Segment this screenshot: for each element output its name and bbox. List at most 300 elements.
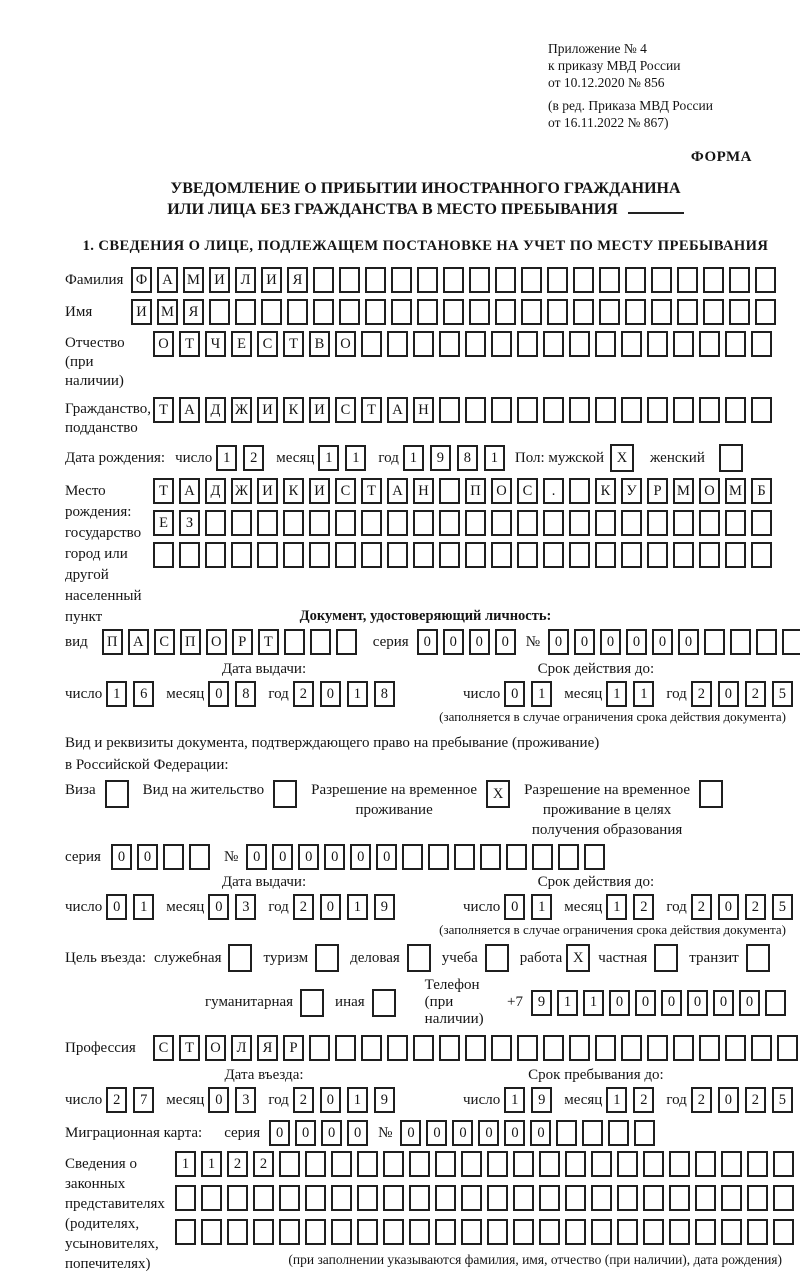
char-box[interactable] bbox=[669, 1151, 690, 1177]
char-box[interactable] bbox=[651, 267, 672, 293]
char-box[interactable]: П bbox=[465, 478, 486, 504]
char-box[interactable] bbox=[339, 299, 360, 325]
char-box[interactable]: 0 bbox=[137, 844, 158, 870]
char-box[interactable] bbox=[491, 1035, 512, 1061]
char-box[interactable] bbox=[435, 1185, 456, 1211]
char-box[interactable] bbox=[402, 844, 423, 870]
char-box[interactable] bbox=[517, 510, 538, 536]
char-box[interactable] bbox=[469, 299, 490, 325]
char-box[interactable]: С bbox=[153, 1035, 174, 1061]
char-box[interactable] bbox=[521, 299, 542, 325]
char-box[interactable] bbox=[495, 299, 516, 325]
char-box[interactable] bbox=[339, 267, 360, 293]
char-box[interactable]: 2 bbox=[243, 445, 264, 471]
char-box[interactable] bbox=[439, 510, 460, 536]
char-box[interactable] bbox=[617, 1185, 638, 1211]
char-box[interactable]: И bbox=[261, 267, 282, 293]
char-box[interactable]: 1 bbox=[606, 681, 627, 707]
char-box[interactable]: 0 bbox=[718, 1087, 739, 1113]
char-box[interactable]: К bbox=[283, 478, 304, 504]
char-box[interactable]: 1 bbox=[175, 1151, 196, 1177]
char-box[interactable]: 1 bbox=[531, 681, 552, 707]
char-box[interactable]: Д bbox=[205, 397, 226, 423]
char-box[interactable]: И bbox=[309, 478, 330, 504]
char-box[interactable] bbox=[725, 1035, 746, 1061]
char-box[interactable]: 2 bbox=[253, 1151, 274, 1177]
char-box[interactable]: Ж bbox=[231, 397, 252, 423]
char-box[interactable] bbox=[756, 629, 777, 655]
char-box[interactable] bbox=[201, 1185, 222, 1211]
char-box[interactable] bbox=[413, 1035, 434, 1061]
char-box[interactable] bbox=[454, 844, 475, 870]
char-box[interactable] bbox=[751, 510, 772, 536]
char-box[interactable]: 0 bbox=[443, 629, 464, 655]
char-box[interactable]: Д bbox=[205, 478, 226, 504]
char-box[interactable] bbox=[565, 1185, 586, 1211]
char-box[interactable] bbox=[417, 299, 438, 325]
char-box[interactable] bbox=[465, 542, 486, 568]
char-box[interactable] bbox=[695, 1219, 716, 1245]
char-box[interactable] bbox=[365, 267, 386, 293]
char-box[interactable]: Ж bbox=[231, 478, 252, 504]
char-box[interactable] bbox=[491, 331, 512, 357]
char-box[interactable] bbox=[365, 299, 386, 325]
char-box[interactable] bbox=[231, 542, 252, 568]
char-box[interactable]: 0 bbox=[739, 990, 760, 1016]
char-box[interactable] bbox=[443, 267, 464, 293]
char-box[interactable] bbox=[543, 542, 564, 568]
char-box[interactable] bbox=[361, 510, 382, 536]
char-box[interactable]: 8 bbox=[374, 681, 395, 707]
char-box[interactable]: В bbox=[309, 331, 330, 357]
char-box[interactable]: Н bbox=[413, 478, 434, 504]
char-box[interactable] bbox=[699, 331, 720, 357]
char-box[interactable]: 1 bbox=[583, 990, 604, 1016]
char-box[interactable]: О bbox=[205, 1035, 226, 1061]
char-box[interactable]: А bbox=[387, 397, 408, 423]
char-box[interactable] bbox=[595, 542, 616, 568]
char-box[interactable] bbox=[331, 1219, 352, 1245]
char-box[interactable] bbox=[621, 510, 642, 536]
char-box[interactable] bbox=[643, 1151, 664, 1177]
char-box[interactable]: 2 bbox=[227, 1151, 248, 1177]
char-box[interactable] bbox=[595, 397, 616, 423]
char-box[interactable] bbox=[506, 844, 527, 870]
char-box[interactable] bbox=[669, 1185, 690, 1211]
char-box[interactable] bbox=[751, 397, 772, 423]
char-box[interactable] bbox=[305, 1151, 326, 1177]
char-box[interactable]: 0 bbox=[320, 894, 341, 920]
char-box[interactable] bbox=[643, 1185, 664, 1211]
char-box[interactable] bbox=[729, 299, 750, 325]
char-box[interactable]: 0 bbox=[678, 629, 699, 655]
char-box[interactable]: О bbox=[335, 331, 356, 357]
char-box[interactable] bbox=[361, 1035, 382, 1061]
char-box[interactable] bbox=[409, 1151, 430, 1177]
char-box[interactable] bbox=[480, 844, 501, 870]
char-box[interactable]: 2 bbox=[293, 1087, 314, 1113]
char-box[interactable] bbox=[465, 510, 486, 536]
char-box[interactable] bbox=[517, 1035, 538, 1061]
char-box[interactable]: 1 bbox=[606, 894, 627, 920]
char-box[interactable]: О bbox=[699, 478, 720, 504]
char-box[interactable]: 2 bbox=[691, 894, 712, 920]
char-box[interactable] bbox=[625, 299, 646, 325]
char-box[interactable] bbox=[443, 299, 464, 325]
char-box[interactable] bbox=[725, 542, 746, 568]
char-box[interactable] bbox=[513, 1185, 534, 1211]
char-box[interactable] bbox=[469, 267, 490, 293]
char-box[interactable] bbox=[310, 629, 331, 655]
char-box[interactable]: 0 bbox=[106, 894, 127, 920]
char-box[interactable] bbox=[461, 1219, 482, 1245]
char-box[interactable]: 9 bbox=[374, 1087, 395, 1113]
char-box[interactable]: 0 bbox=[272, 844, 293, 870]
char-box[interactable]: 2 bbox=[691, 681, 712, 707]
char-box[interactable]: 0 bbox=[713, 990, 734, 1016]
char-box[interactable] bbox=[163, 844, 184, 870]
char-box[interactable]: 5 bbox=[772, 894, 793, 920]
char-box[interactable] bbox=[721, 1185, 742, 1211]
char-box[interactable]: 7 bbox=[133, 1087, 154, 1113]
char-box[interactable]: 5 bbox=[772, 681, 793, 707]
char-box[interactable] bbox=[439, 331, 460, 357]
char-box[interactable] bbox=[435, 1219, 456, 1245]
char-box[interactable]: 1 bbox=[347, 894, 368, 920]
char-box[interactable]: А bbox=[179, 397, 200, 423]
char-box[interactable] bbox=[547, 267, 568, 293]
char-box[interactable]: О bbox=[153, 331, 174, 357]
char-box[interactable] bbox=[673, 542, 694, 568]
char-box[interactable]: М bbox=[673, 478, 694, 504]
char-box[interactable] bbox=[673, 331, 694, 357]
char-box[interactable]: 2 bbox=[293, 894, 314, 920]
char-box[interactable]: 9 bbox=[374, 894, 395, 920]
char-box[interactable]: 0 bbox=[469, 629, 490, 655]
char-box[interactable]: 0 bbox=[417, 629, 438, 655]
char-box[interactable] bbox=[595, 331, 616, 357]
char-box[interactable] bbox=[647, 1035, 668, 1061]
char-box[interactable]: Я bbox=[257, 1035, 278, 1061]
char-box[interactable] bbox=[409, 1185, 430, 1211]
char-box[interactable]: 0 bbox=[208, 894, 229, 920]
char-box[interactable] bbox=[309, 542, 330, 568]
char-box[interactable] bbox=[391, 267, 412, 293]
char-box[interactable] bbox=[465, 1035, 486, 1061]
char-box[interactable] bbox=[703, 299, 724, 325]
char-box[interactable]: И bbox=[131, 299, 152, 325]
char-box[interactable]: 0 bbox=[269, 1120, 290, 1146]
char-box[interactable]: З bbox=[179, 510, 200, 536]
char-box[interactable]: Т bbox=[153, 397, 174, 423]
char-box[interactable] bbox=[491, 397, 512, 423]
char-box[interactable]: П bbox=[180, 629, 201, 655]
char-box[interactable] bbox=[179, 542, 200, 568]
char-box[interactable]: Т bbox=[179, 1035, 200, 1061]
char-box[interactable]: 1 bbox=[557, 990, 578, 1016]
purpose-private-checkbox[interactable] bbox=[654, 944, 678, 972]
char-box[interactable] bbox=[205, 510, 226, 536]
char-box[interactable] bbox=[357, 1219, 378, 1245]
char-box[interactable]: 2 bbox=[745, 894, 766, 920]
char-box[interactable] bbox=[153, 542, 174, 568]
char-box[interactable] bbox=[383, 1151, 404, 1177]
char-box[interactable] bbox=[721, 1151, 742, 1177]
char-box[interactable] bbox=[413, 510, 434, 536]
char-box[interactable]: 1 bbox=[403, 445, 424, 471]
char-box[interactable] bbox=[253, 1219, 274, 1245]
char-box[interactable] bbox=[391, 299, 412, 325]
char-box[interactable] bbox=[539, 1185, 560, 1211]
char-box[interactable] bbox=[569, 1035, 590, 1061]
char-box[interactable]: 0 bbox=[400, 1120, 421, 1146]
temp-residence-checkbox[interactable]: X bbox=[486, 780, 510, 808]
char-box[interactable] bbox=[543, 331, 564, 357]
char-box[interactable]: 9 bbox=[531, 1087, 552, 1113]
char-box[interactable]: 2 bbox=[633, 894, 654, 920]
char-box[interactable]: Т bbox=[361, 397, 382, 423]
char-box[interactable] bbox=[643, 1219, 664, 1245]
char-box[interactable] bbox=[599, 299, 620, 325]
char-box[interactable] bbox=[283, 542, 304, 568]
char-box[interactable]: 0 bbox=[718, 894, 739, 920]
char-box[interactable] bbox=[461, 1185, 482, 1211]
char-box[interactable]: Ф bbox=[131, 267, 152, 293]
char-box[interactable] bbox=[189, 844, 210, 870]
char-box[interactable] bbox=[209, 299, 230, 325]
char-box[interactable] bbox=[647, 510, 668, 536]
char-box[interactable] bbox=[175, 1185, 196, 1211]
purpose-transit-checkbox[interactable] bbox=[746, 944, 770, 972]
char-box[interactable] bbox=[777, 1035, 798, 1061]
char-box[interactable] bbox=[573, 267, 594, 293]
char-box[interactable] bbox=[582, 1120, 603, 1146]
char-box[interactable]: 9 bbox=[430, 445, 451, 471]
char-box[interactable]: Е bbox=[153, 510, 174, 536]
char-box[interactable] bbox=[647, 397, 668, 423]
char-box[interactable]: Р bbox=[283, 1035, 304, 1061]
char-box[interactable]: 1 bbox=[504, 1087, 525, 1113]
char-box[interactable]: Е bbox=[231, 331, 252, 357]
char-box[interactable]: У bbox=[621, 478, 642, 504]
char-box[interactable] bbox=[651, 299, 672, 325]
char-box[interactable] bbox=[634, 1120, 655, 1146]
char-box[interactable] bbox=[751, 1035, 772, 1061]
char-box[interactable]: 9 bbox=[531, 990, 552, 1016]
char-box[interactable]: 0 bbox=[246, 844, 267, 870]
char-box[interactable] bbox=[608, 1120, 629, 1146]
char-box[interactable] bbox=[725, 331, 746, 357]
char-box[interactable] bbox=[747, 1219, 768, 1245]
char-box[interactable] bbox=[227, 1185, 248, 1211]
char-box[interactable] bbox=[231, 510, 252, 536]
char-box[interactable]: 1 bbox=[106, 681, 127, 707]
char-box[interactable]: Л bbox=[235, 267, 256, 293]
char-box[interactable] bbox=[409, 1219, 430, 1245]
char-box[interactable] bbox=[773, 1185, 794, 1211]
char-box[interactable] bbox=[591, 1219, 612, 1245]
char-box[interactable]: С bbox=[257, 331, 278, 357]
char-box[interactable] bbox=[747, 1151, 768, 1177]
char-box[interactable] bbox=[287, 299, 308, 325]
char-box[interactable] bbox=[669, 1219, 690, 1245]
char-box[interactable] bbox=[782, 629, 800, 655]
char-box[interactable] bbox=[621, 397, 642, 423]
char-box[interactable] bbox=[569, 478, 590, 504]
purpose-other-checkbox[interactable] bbox=[372, 989, 396, 1017]
char-box[interactable]: 0 bbox=[347, 1120, 368, 1146]
char-box[interactable]: 2 bbox=[633, 1087, 654, 1113]
char-box[interactable] bbox=[699, 1035, 720, 1061]
char-box[interactable]: П bbox=[102, 629, 123, 655]
char-box[interactable] bbox=[305, 1185, 326, 1211]
char-box[interactable]: М bbox=[157, 299, 178, 325]
char-box[interactable] bbox=[751, 542, 772, 568]
char-box[interactable]: С bbox=[335, 478, 356, 504]
char-box[interactable]: 0 bbox=[320, 681, 341, 707]
char-box[interactable]: И bbox=[257, 397, 278, 423]
char-box[interactable] bbox=[591, 1151, 612, 1177]
char-box[interactable] bbox=[487, 1151, 508, 1177]
char-box[interactable]: 0 bbox=[687, 990, 708, 1016]
char-box[interactable] bbox=[383, 1185, 404, 1211]
char-box[interactable]: 0 bbox=[320, 1087, 341, 1113]
char-box[interactable] bbox=[279, 1185, 300, 1211]
char-box[interactable] bbox=[569, 331, 590, 357]
char-box[interactable]: М bbox=[183, 267, 204, 293]
char-box[interactable]: 0 bbox=[504, 681, 525, 707]
char-box[interactable] bbox=[730, 629, 751, 655]
char-box[interactable] bbox=[595, 1035, 616, 1061]
char-box[interactable] bbox=[387, 331, 408, 357]
char-box[interactable] bbox=[439, 1035, 460, 1061]
char-box[interactable] bbox=[357, 1185, 378, 1211]
char-box[interactable] bbox=[491, 542, 512, 568]
visa-checkbox[interactable] bbox=[105, 780, 129, 808]
char-box[interactable] bbox=[751, 331, 772, 357]
char-box[interactable]: Т bbox=[283, 331, 304, 357]
char-box[interactable]: И bbox=[209, 267, 230, 293]
char-box[interactable] bbox=[517, 542, 538, 568]
char-box[interactable]: 2 bbox=[293, 681, 314, 707]
char-box[interactable]: 1 bbox=[484, 445, 505, 471]
char-box[interactable] bbox=[765, 990, 786, 1016]
purpose-official-checkbox[interactable] bbox=[228, 944, 252, 972]
purpose-humanitarian-checkbox[interactable] bbox=[300, 989, 324, 1017]
char-box[interactable]: А bbox=[157, 267, 178, 293]
temp-residence-education-checkbox[interactable] bbox=[699, 780, 723, 808]
char-box[interactable] bbox=[565, 1151, 586, 1177]
char-box[interactable] bbox=[439, 478, 460, 504]
char-box[interactable] bbox=[313, 267, 334, 293]
char-box[interactable]: 1 bbox=[347, 681, 368, 707]
char-box[interactable] bbox=[205, 542, 226, 568]
char-box[interactable]: 0 bbox=[504, 894, 525, 920]
char-box[interactable] bbox=[617, 1219, 638, 1245]
char-box[interactable] bbox=[677, 299, 698, 325]
char-box[interactable]: 0 bbox=[208, 1087, 229, 1113]
char-box[interactable] bbox=[387, 542, 408, 568]
char-box[interactable]: А bbox=[387, 478, 408, 504]
char-box[interactable] bbox=[413, 542, 434, 568]
char-box[interactable]: . bbox=[543, 478, 564, 504]
char-box[interactable] bbox=[387, 1035, 408, 1061]
char-box[interactable] bbox=[305, 1219, 326, 1245]
char-box[interactable]: С bbox=[154, 629, 175, 655]
char-box[interactable] bbox=[704, 629, 725, 655]
char-box[interactable] bbox=[309, 1035, 330, 1061]
char-box[interactable] bbox=[539, 1219, 560, 1245]
residence-permit-checkbox[interactable] bbox=[273, 780, 297, 808]
char-box[interactable] bbox=[547, 299, 568, 325]
char-box[interactable] bbox=[313, 299, 334, 325]
char-box[interactable] bbox=[673, 510, 694, 536]
char-box[interactable]: Б bbox=[751, 478, 772, 504]
char-box[interactable]: 0 bbox=[111, 844, 132, 870]
char-box[interactable]: 1 bbox=[201, 1151, 222, 1177]
char-box[interactable]: 0 bbox=[530, 1120, 551, 1146]
char-box[interactable] bbox=[435, 1151, 456, 1177]
char-box[interactable] bbox=[647, 331, 668, 357]
char-box[interactable]: 0 bbox=[600, 629, 621, 655]
char-box[interactable] bbox=[279, 1151, 300, 1177]
char-box[interactable] bbox=[584, 844, 605, 870]
char-box[interactable]: 1 bbox=[216, 445, 237, 471]
char-box[interactable]: 2 bbox=[745, 1087, 766, 1113]
char-box[interactable] bbox=[439, 542, 460, 568]
char-box[interactable] bbox=[235, 299, 256, 325]
char-box[interactable]: Р bbox=[647, 478, 668, 504]
char-box[interactable]: 0 bbox=[652, 629, 673, 655]
char-box[interactable]: 0 bbox=[626, 629, 647, 655]
char-box[interactable] bbox=[331, 1151, 352, 1177]
char-box[interactable]: 0 bbox=[495, 629, 516, 655]
char-box[interactable]: Н bbox=[413, 397, 434, 423]
char-box[interactable] bbox=[543, 510, 564, 536]
char-box[interactable] bbox=[569, 542, 590, 568]
char-box[interactable] bbox=[513, 1219, 534, 1245]
char-box[interactable] bbox=[413, 331, 434, 357]
char-box[interactable] bbox=[621, 331, 642, 357]
char-box[interactable]: С bbox=[517, 478, 538, 504]
char-box[interactable] bbox=[487, 1185, 508, 1211]
char-box[interactable]: Т bbox=[179, 331, 200, 357]
char-box[interactable] bbox=[331, 1185, 352, 1211]
char-box[interactable] bbox=[361, 542, 382, 568]
char-box[interactable]: И bbox=[257, 478, 278, 504]
char-box[interactable] bbox=[491, 510, 512, 536]
char-box[interactable] bbox=[729, 267, 750, 293]
char-box[interactable] bbox=[428, 844, 449, 870]
char-box[interactable]: 0 bbox=[548, 629, 569, 655]
char-box[interactable] bbox=[201, 1219, 222, 1245]
char-box[interactable] bbox=[532, 844, 553, 870]
char-box[interactable]: 0 bbox=[324, 844, 345, 870]
char-box[interactable]: 0 bbox=[635, 990, 656, 1016]
char-box[interactable]: О bbox=[491, 478, 512, 504]
char-box[interactable] bbox=[591, 1185, 612, 1211]
char-box[interactable] bbox=[621, 1035, 642, 1061]
purpose-tourism-checkbox[interactable] bbox=[315, 944, 339, 972]
char-box[interactable]: 1 bbox=[633, 681, 654, 707]
char-box[interactable]: К bbox=[595, 478, 616, 504]
char-box[interactable]: 0 bbox=[295, 1120, 316, 1146]
char-box[interactable] bbox=[673, 1035, 694, 1061]
char-box[interactable]: Т bbox=[258, 629, 279, 655]
char-box[interactable]: 1 bbox=[345, 445, 366, 471]
char-box[interactable] bbox=[695, 1185, 716, 1211]
char-box[interactable] bbox=[517, 331, 538, 357]
